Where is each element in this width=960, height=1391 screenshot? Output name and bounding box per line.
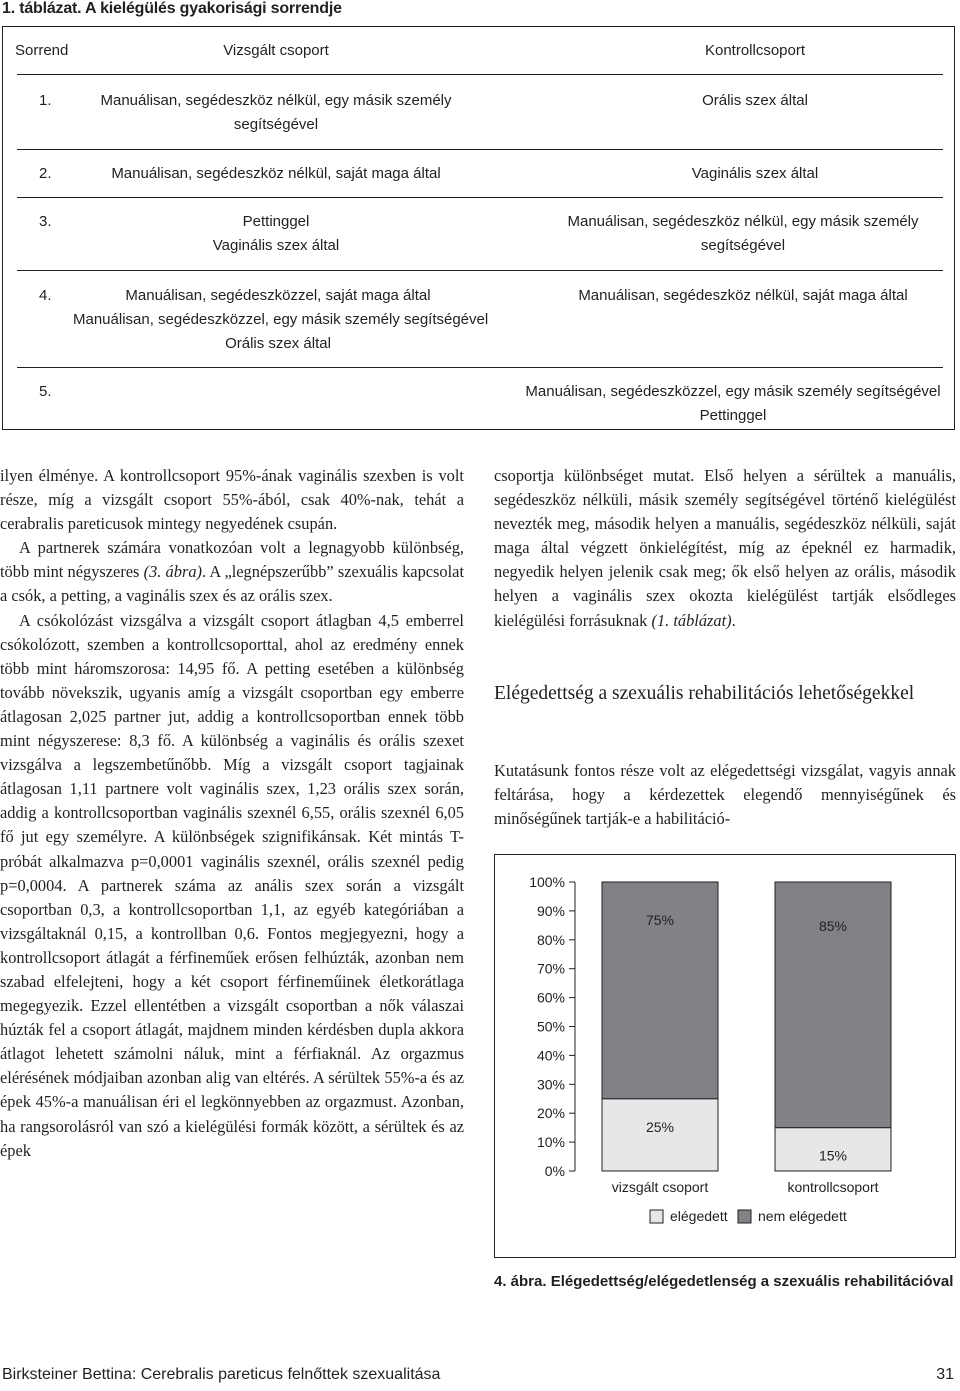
y-tick-label: 60% [536, 989, 565, 1006]
y-tick-label: 80% [536, 931, 565, 948]
y-tick-label: 20% [536, 1105, 565, 1122]
table-divider [17, 197, 943, 198]
legend-label: elégedett [670, 1208, 728, 1224]
y-tick-label: 30% [536, 1076, 565, 1093]
legend-swatch [650, 1210, 663, 1223]
page-number: 31 [936, 1366, 954, 1383]
paragraph: Kutatásunk fontos része volt az elégedettségi vizsgálat, vagyis annak feltárása, hogy a kérdezettek elegendő mennyiségűnek és minőségűnek tartják-e a habilitáció- [494, 761, 956, 829]
running-title: Birksteiner Bettina: Cerebralis pareticus felnőttek szexualitása [2, 1366, 441, 1383]
legend [650, 1208, 847, 1224]
table-header-control: Kontrollcsoport [704, 42, 806, 59]
paragraph: A csókolózást vizsgálva a vizsgált csoport átlagban 4,5 emberrel csókolózott, szemben a kontrollcsoporttal, ahol az eredmény ennek több mint háromszorosa: 14,95 fő. A petting esetében a különbség tovább növekszik, ugyanis amíg a vizsgált csoportban egy emberre átlagosan 2,025 partner jut, addig a kontrollcsoportban ennek több mint négyszerese: 8,3 fő. A különbség a vaginális és orális szexet vizsgálva a legszembetűnőbb. Míg a vizsgált csoport tagjainak átlagosan 1,11 partnere volt vaginális szex, 1,23 orális szex során, addig a kontrollcsoportban vaginális szexnél 6,55, orális szexnél 6,05 fő jut egy személyre. A különbségek szignifikánsak. Két mintás T-próbát alkalmazva p=0,0001 vaginális szexnél, orális szexnél pedig p=0,0004. A partnerek száma az anális szex során a vizsgált csoportban 0,3, a kontrollcsoportban 1,1, az egyéb kategóriában a vizsgáltaknál 0,15, a kontrollban 0,6. Fontos megjegyezni, hogy a kontrollcsoport átlagát a férfineműek erősen felhúzták, azonban nem szabad elfelejteni, hogy a két csoport férfineműinek életkorátlaga megegyezik. Ezzel ellentétben a vizsgált csoportban a nők válaszai húzták fel a csoport átlagát, majdnem minden kérdésben dupla akkora átlagot lehetett számolni náluk, mint a férfiaknál. Az orgazmus elérésének módjaiban azonban alig van eltérés. A sérültek 55%-a és az épek 45%-a manuálisan éri el legkönnyebben az orgazmust. Azonban, ha rangsorolásról van szó a kielégülési formák között, a sérültek és az épek [0, 610, 464, 1160]
bar-value-label: 75% [645, 912, 675, 928]
bars [602, 882, 891, 1171]
figure-reference: (3. ábra) [143, 562, 202, 582]
right-column [494, 464, 956, 633]
table-row-rank: 4. [39, 287, 52, 304]
y-tick-label: 70% [536, 960, 565, 977]
table-row-rank: 2. [39, 165, 52, 182]
table-cell-control: Vaginális szex által [691, 165, 819, 182]
y-tick-label: 50% [536, 1018, 565, 1035]
table-caption: 1. táblázat. A kielégülés gyakorisági sorrendje [2, 0, 342, 17]
y-tick-label: 10% [536, 1134, 565, 1151]
y-tick-label: 90% [536, 902, 565, 919]
table-cell-study: Pettinggel Vaginális szex által [212, 213, 340, 254]
table-row-rank: 3. [39, 213, 52, 230]
table-cell-control: Manuálisan, segédeszköz nélkül, egy másik személy segítségével [567, 213, 919, 254]
x-category-label: kontrollcsoport [787, 1179, 879, 1195]
y-tick-label: 100% [529, 874, 565, 890]
table-row-rank: 1. [39, 92, 52, 109]
legend-swatch [738, 1210, 751, 1223]
table-divider [17, 74, 943, 75]
section-heading: Elégedettség a szexuális rehabilitációs lehetőségekkel [494, 683, 915, 704]
table-reference: (1. táblázat) [651, 610, 732, 630]
table-cell-study: Manuálisan, segédeszköz nélkül, egy másik személy segítségével [100, 92, 452, 133]
table-header-rank: Sorrend [15, 42, 69, 59]
x-axis-labels [612, 1179, 879, 1195]
frequency-table [2, 26, 955, 430]
bar-satisfied [602, 1099, 718, 1171]
legend-label: nem elégedett [758, 1208, 847, 1224]
paragraph: csoportja különbséget mutat. Első helyen a sérültek a manuális, segédeszköz nélküli, másik személy segítségével történő kielégülést nevezték meg, második helyen a manuális, segédeszköz nélküli, saját maga által végzett önkielégítést, míg az épeknél ez harmadik, negyedik helyen jelenik csak meg; ők első helyen az orális, második helyen a vaginális szex okozta kielégülést tartják elsődleges kielégülési forrásuknak (1. táblázat). [494, 466, 956, 630]
figure-frame [494, 854, 956, 1258]
y-tick-label: 40% [536, 1047, 565, 1064]
table-row-rank: 5. [39, 383, 52, 400]
bar-value-label: 25% [645, 1118, 675, 1135]
bar-value-label: 85% [818, 918, 848, 934]
table-divider [17, 149, 943, 150]
table-divider [17, 270, 943, 271]
table-cell-control: Orális szex által [702, 92, 808, 109]
right-column-continued [494, 759, 956, 831]
table-cell-control: Manuálisan, segédeszköz nélkül, saját maga által [578, 287, 908, 304]
paragraph: ilyen élménye. A kontrollcsoport 95%-ának vaginális szexben is volt része, míg a vizsgált csoport 55%-ából, csak 40%-nak, tehát a cerabralis pareticusok mintegy negyedének csupán. [0, 466, 464, 534]
paragraph: A partnerek számára vonatkozóan volt a legnagyobb különbség, több mint négyszeres (3. ábra). A „legnépszerűbb” szexuális kapcsolat a csók, a petting, a vaginális szex és az orális szex. [0, 538, 464, 606]
table-cell-study: Manuálisan, segédeszköz nélkül, saját maga által [111, 165, 441, 182]
y-axis [529, 874, 575, 1179]
left-column [0, 464, 464, 1163]
x-category-label: vizsgált csoport [611, 1179, 709, 1195]
table-cell-study: Manuálisan, segédeszközzel, saját maga által Manuálisan, segédeszközzel, egy másik személy segítségével Orális szex által [73, 287, 489, 352]
y-tick-label: 0% [544, 1163, 565, 1179]
satisfaction-chart [495, 855, 955, 1257]
table-header-study: Vizsgált csoport [223, 42, 329, 59]
figure-caption: 4. ábra. Elégedettség/elégedetlenség a szexuális rehabilitációval [494, 1273, 954, 1290]
table-divider [17, 367, 943, 368]
bar-value-label: 15% [818, 1147, 848, 1164]
table-cell-control: Manuálisan, segédeszközzel, egy másik személy segítségével Pettinggel [525, 383, 941, 424]
